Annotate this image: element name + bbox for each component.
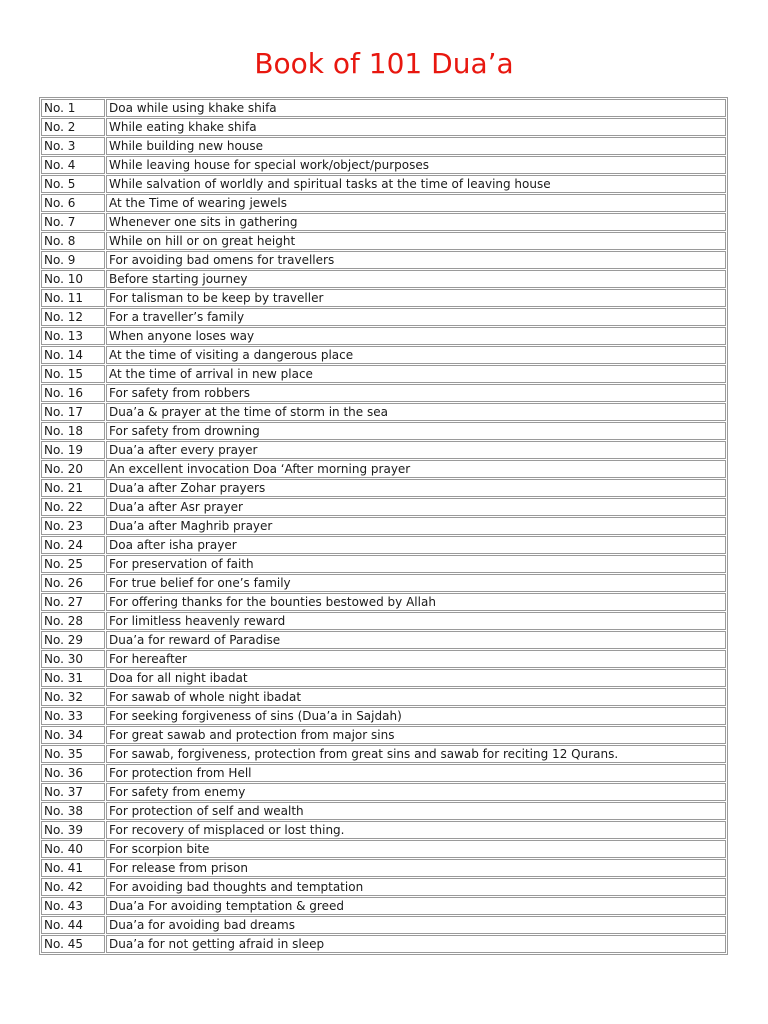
dua-number-cell: No. 38 (41, 802, 105, 820)
table-row (41, 802, 726, 820)
table-row (41, 536, 726, 554)
dua-number-cell: No. 21 (41, 479, 105, 497)
dua-description-cell: For scorpion bite (106, 840, 726, 858)
dua-number-cell: No. 39 (41, 821, 105, 839)
dua-description-cell: Whenever one sits in gathering (106, 213, 726, 231)
dua-number-cell: No. 35 (41, 745, 105, 763)
dua-description-cell: Dua’a after Zohar prayers (106, 479, 726, 497)
table-row (41, 669, 726, 687)
table-row (41, 137, 726, 155)
dua-number-cell: No. 20 (41, 460, 105, 478)
dua-number-cell: No. 44 (41, 916, 105, 934)
dua-number-cell: No. 26 (41, 574, 105, 592)
table-row (41, 422, 726, 440)
dua-number-cell: No. 7 (41, 213, 105, 231)
dua-description-cell: Dua’a & prayer at the time of storm in the sea (106, 403, 726, 421)
dua-number-cell: No. 5 (41, 175, 105, 193)
dua-description-cell: For avoiding bad thoughts and temptation (106, 878, 726, 896)
dua-number-cell: No. 12 (41, 308, 105, 326)
dua-number-cell: No. 31 (41, 669, 105, 687)
dua-number-cell: No. 36 (41, 764, 105, 782)
table-row (41, 878, 726, 896)
table-row (41, 384, 726, 402)
dua-number-cell: No. 1 (41, 99, 105, 117)
dua-number-cell: No. 45 (41, 935, 105, 953)
table-row (41, 726, 726, 744)
dua-description-cell: While salvation of worldly and spiritual tasks at the time of leaving house (106, 175, 726, 193)
table-row (41, 175, 726, 193)
dua-number-cell: No. 22 (41, 498, 105, 516)
dua-number-cell: No. 9 (41, 251, 105, 269)
dua-number-cell: No. 41 (41, 859, 105, 877)
dua-number-cell: No. 3 (41, 137, 105, 155)
dua-description-cell: For protection of self and wealth (106, 802, 726, 820)
table-row (41, 99, 726, 117)
dua-number-cell: No. 42 (41, 878, 105, 896)
table-row (41, 821, 726, 839)
dua-number-cell: No. 11 (41, 289, 105, 307)
dua-description-cell: Doa for all night ibadat (106, 669, 726, 687)
dua-number-cell: No. 28 (41, 612, 105, 630)
dua-description-cell: Doa after isha prayer (106, 536, 726, 554)
dua-number-cell: No. 29 (41, 631, 105, 649)
dua-description-cell: For offering thanks for the bounties bestowed by Allah (106, 593, 726, 611)
dua-number-cell: No. 19 (41, 441, 105, 459)
table-row (41, 365, 726, 383)
dua-description-cell: For release from prison (106, 859, 726, 877)
dua-description-cell: Doa while using khake shifa (106, 99, 726, 117)
table-row (41, 479, 726, 497)
dua-description-cell: While eating khake shifa (106, 118, 726, 136)
dua-number-cell: No. 2 (41, 118, 105, 136)
dua-number-cell: No. 10 (41, 270, 105, 288)
dua-description-cell: Dua’a after Maghrib prayer (106, 517, 726, 535)
dua-description-cell: At the time of visiting a dangerous place (106, 346, 726, 364)
dua-description-cell: While building new house (106, 137, 726, 155)
table-row (41, 574, 726, 592)
dua-number-cell: No. 17 (41, 403, 105, 421)
dua-description-cell: For protection from Hell (106, 764, 726, 782)
table-row (41, 745, 726, 763)
table-row (41, 783, 726, 801)
dua-number-cell: No. 23 (41, 517, 105, 535)
table-row (41, 156, 726, 174)
dua-description-cell: For recovery of misplaced or lost thing. (106, 821, 726, 839)
table-row (41, 897, 726, 915)
dua-description-cell: For preservation of faith (106, 555, 726, 573)
table-row (41, 916, 726, 934)
dua-number-cell: No. 18 (41, 422, 105, 440)
dua-description-cell: An excellent invocation Doa ‘After morning prayer (106, 460, 726, 478)
table-row (41, 707, 726, 725)
dua-description-cell: For talisman to be keep by traveller (106, 289, 726, 307)
dua-number-cell: No. 13 (41, 327, 105, 345)
dua-description-cell: For great sawab and protection from major sins (106, 726, 726, 744)
table-row (41, 289, 726, 307)
dua-number-cell: No. 8 (41, 232, 105, 250)
table-row (41, 688, 726, 706)
dua-description-cell: Dua’a for not getting afraid in sleep (106, 935, 726, 953)
dua-index-body (41, 99, 726, 953)
dua-description-cell: For sawab, forgiveness, protection from great sins and sawab for reciting 12 Qurans. (106, 745, 726, 763)
table-row (41, 764, 726, 782)
table-row (41, 555, 726, 573)
dua-number-cell: No. 33 (41, 707, 105, 725)
dua-number-cell: No. 27 (41, 593, 105, 611)
dua-number-cell: No. 16 (41, 384, 105, 402)
dua-description-cell: While on hill or on great height (106, 232, 726, 250)
table-row (41, 441, 726, 459)
dua-number-cell: No. 4 (41, 156, 105, 174)
dua-description-cell: For avoiding bad omens for travellers (106, 251, 726, 269)
dua-description-cell: Dua’a after every prayer (106, 441, 726, 459)
dua-number-cell: No. 15 (41, 365, 105, 383)
table-row (41, 593, 726, 611)
dua-description-cell: For safety from drowning (106, 422, 726, 440)
table-row (41, 650, 726, 668)
table-row (41, 517, 726, 535)
dua-description-cell: While leaving house for special work/object/purposes (106, 156, 726, 174)
table-row (41, 232, 726, 250)
dua-description-cell: For limitless heavenly reward (106, 612, 726, 630)
dua-number-cell: No. 14 (41, 346, 105, 364)
dua-description-cell: Before starting journey (106, 270, 726, 288)
table-row (41, 612, 726, 630)
dua-number-cell: No. 37 (41, 783, 105, 801)
dua-description-cell: At the Time of wearing jewels (106, 194, 726, 212)
dua-description-cell: For a traveller’s family (106, 308, 726, 326)
table-row (41, 194, 726, 212)
dua-description-cell: For true belief for one’s family (106, 574, 726, 592)
dua-description-cell: Dua’a for avoiding bad dreams (106, 916, 726, 934)
dua-index-table (39, 97, 728, 955)
dua-description-cell: For safety from enemy (106, 783, 726, 801)
table-row (41, 935, 726, 953)
table-row (41, 346, 726, 364)
dua-number-cell: No. 30 (41, 650, 105, 668)
table-row (41, 631, 726, 649)
dua-description-cell: When anyone loses way (106, 327, 726, 345)
dua-description-cell: For seeking forgiveness of sins (Dua’a in Sajdah) (106, 707, 726, 725)
table-row (41, 403, 726, 421)
dua-number-cell: No. 43 (41, 897, 105, 915)
dua-number-cell: No. 40 (41, 840, 105, 858)
dua-number-cell: No. 24 (41, 536, 105, 554)
dua-description-cell: For sawab of whole night ibadat (106, 688, 726, 706)
dua-number-cell: No. 25 (41, 555, 105, 573)
dua-number-cell: No. 34 (41, 726, 105, 744)
dua-description-cell: Dua’a for reward of Paradise (106, 631, 726, 649)
table-row (41, 251, 726, 269)
dua-number-cell: No. 6 (41, 194, 105, 212)
table-row (41, 327, 726, 345)
dua-description-cell: At the time of arrival in new place (106, 365, 726, 383)
table-row (41, 498, 726, 516)
table-row (41, 460, 726, 478)
table-row (41, 859, 726, 877)
table-row (41, 213, 726, 231)
dua-description-cell: For safety from robbers (106, 384, 726, 402)
table-row (41, 270, 726, 288)
table-row (41, 118, 726, 136)
dua-description-cell: For hereafter (106, 650, 726, 668)
table-row (41, 308, 726, 326)
document-title: Book of 101 Dua’a (254, 47, 514, 80)
dua-number-cell: No. 32 (41, 688, 105, 706)
table-row (41, 840, 726, 858)
dua-description-cell: Dua’a after Asr prayer (106, 498, 726, 516)
dua-description-cell: Dua’a For avoiding temptation & greed (106, 897, 726, 915)
